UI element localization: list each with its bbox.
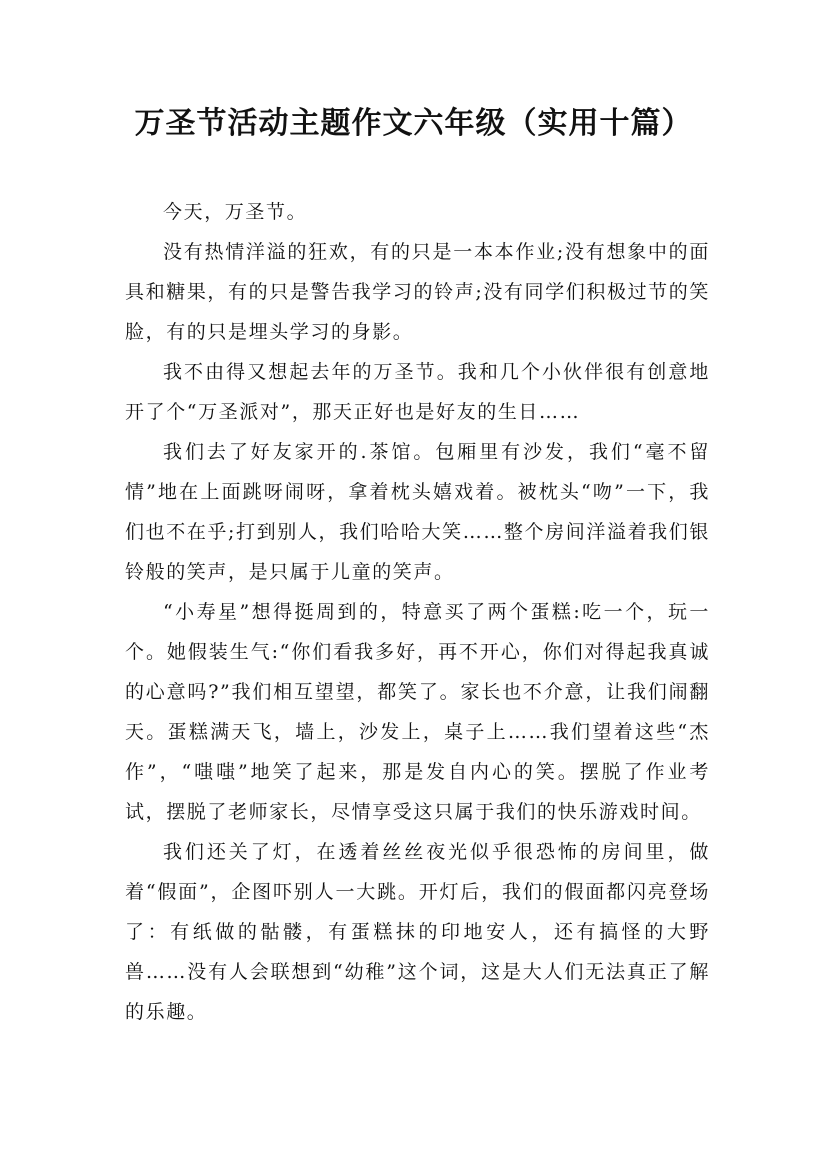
paragraph: 没有热情洋溢的狂欢，有的只是一本本作业;没有想象中的面具和糖果，有的只是警告我学习的铃声;没有同学们积极过节的笑脸，有的只是埋头学习的身影。: [125, 241, 710, 343]
paragraph: 我们去了好友家开的.茶馆。包厢里有沙发，我们“毫不留情”地在上面跳呀闹呀，拿着枕头嬉戏着。被枕头“吻”一下，我们也不在乎;打到别人，我们哈哈大笑……整个房间洋溢着我们银铃般的笑声，是只属于儿童的笑声。: [125, 441, 710, 583]
document-body: [125, 192, 710, 1032]
paragraph: “小寿星”想得挺周到的，特意买了两个蛋糕:吃一个，玩一个。她假装生气:“你们看我多好，再不开心，你们对得起我真诚的心意吗?”我们相互望望，都笑了。家长也不介意，让我们闹翻天。蛋糕满天飞，墙上，沙发上，桌子上……我们望着这些“杰作”，“嗤嗤”地笑了起来，那是发自内心的笑。摆脱了作业考试，摆脱了老师家长，尽情享受这只属于我们的快乐游戏时间。: [125, 601, 710, 823]
paragraph: 今天，万圣节。: [163, 201, 308, 223]
document-title: 万圣节活动主题作文六年级（实用十篇）: [134, 106, 693, 141]
paragraph: 我不由得又想起去年的万圣节。我和几个小伙伴很有创意地开了个“万圣派对”，那天正好也是好友的生日……: [125, 361, 710, 423]
paragraph: 我们还关了灯，在透着丝丝夜光似乎很恐怖的房间里，做着“假面”，企图吓别人一大跳。开灯后，我们的假面都闪亮登场了：有纸做的骷髅，有蛋糕抹的印地安人，还有搞怪的大野兽……没有人会联想到“幼稚”这个词，这是大人们无法真正了解的乐趣。: [125, 841, 710, 1023]
